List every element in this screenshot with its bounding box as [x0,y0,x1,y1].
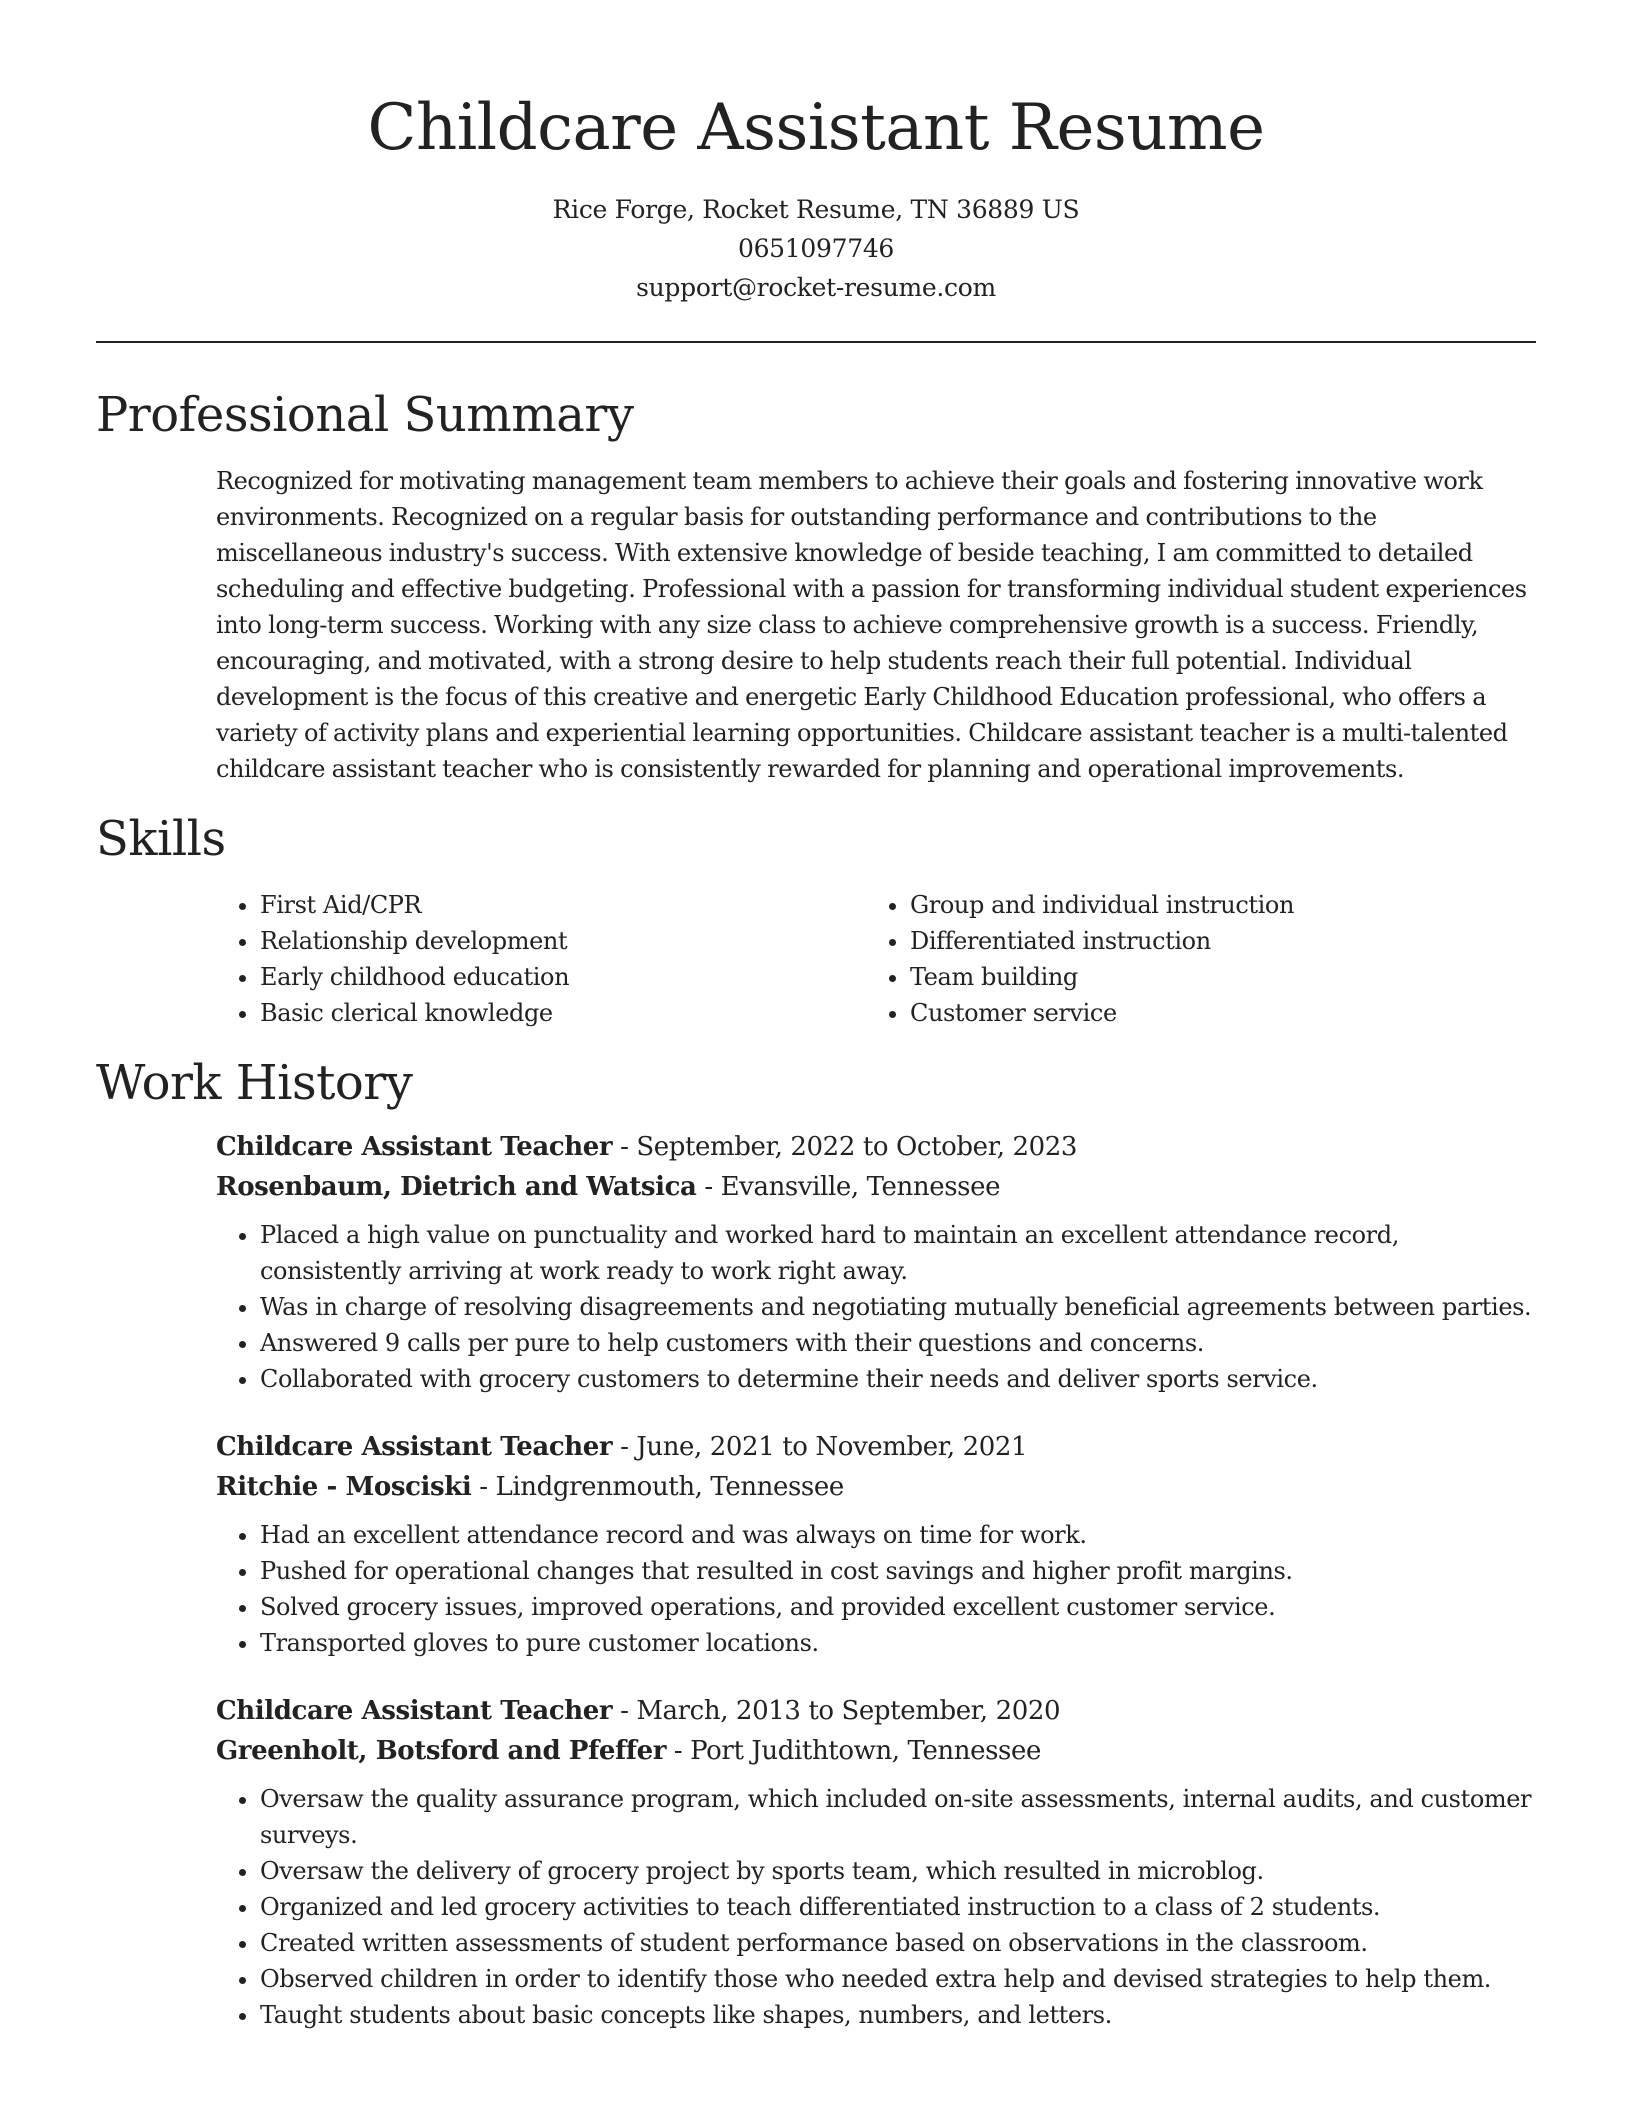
work-history-heading: Work History [96,1055,413,1111]
skill-item: • Basic clerical knowledge [260,995,866,1031]
resume-title: Childcare Assistant Resume [367,91,1265,165]
job-entry [216,1127,1536,1397]
skills-heading: Skills [96,811,226,867]
summary-text: Recognized for motivating management team members to achieve their goals and fostering innovative work environments. Recognized on a regular basis for outstanding performance and contributions to the miscellaneous industry's success. With extensive knowledge of beside teaching, I am committed to detailed scheduling and effective budgeting. Professional with a passion for transforming individual student experiences into long-term success. Working with any size class to achieve comprehensive growth is a success. Friendly, encouraging, and motivated, with a strong desire to help students reach their full potential. Individual development is the focus of this creative and energetic Early Childhood Education professional, who offers a variety of activity plans and experiential learning opportunities. Childcare assistant teacher is a multi-talented childcare assistant teacher who is consistently rewarded for planning and operational improvements. [216,467,1527,783]
job-duty-item: • Created written assessments of student performance based on observations in the classroom. [260,1925,1536,1961]
job-title-line [216,1691,1536,1731]
job-title-line [216,1127,1536,1167]
resume-page [96,0,1536,2033]
job-dates: - June, 2021 to November, 2021 [612,1432,1028,1462]
skill-item: • Team building [910,959,1516,995]
job-duty-item: • Answered 9 calls per pure to help customers with their questions and concerns. [260,1325,1536,1361]
job-entry [216,1427,1536,1661]
job-company: Rosenbaum, Dietrich and Watsica [216,1172,697,1202]
job-duty-item: • Transported gloves to pure customer locations. [260,1625,1536,1661]
job-company-line [216,1731,1536,1771]
job-company-line [216,1167,1536,1207]
skills-column-right [866,887,1516,1031]
job-dates: - March, 2013 to September, 2020 [612,1696,1061,1726]
contact-info [96,190,1536,307]
job-duty-item: • Taught students about basic concepts like shapes, numbers, and letters. [260,1997,1536,2033]
header-divider [96,341,1536,343]
job-duties [216,1517,1536,1661]
job-title-line [216,1427,1536,1467]
job-duty-item: • Organized and led grocery activities to teach differentiated instruction to a class of 2 students. [260,1889,1536,1925]
job-duty-item: • Observed children in order to identify those who needed extra help and devised strategies to help them. [260,1961,1536,1997]
job-title: Childcare Assistant Teacher [216,1432,613,1462]
job-duty-item: • Pushed for operational changes that resulted in cost savings and higher profit margins. [260,1553,1536,1589]
job-title: Childcare Assistant Teacher [216,1132,613,1162]
job-duties [216,1217,1536,1397]
job-dates: - September, 2022 to October, 2023 [612,1132,1078,1162]
job-duty-item: • Collaborated with grocery customers to determine their needs and deliver sports service. [260,1361,1536,1397]
job-location: - Evansville, Tennessee [696,1172,1001,1202]
contact-phone: 0651097746 [737,234,895,263]
job-duty-item: • Solved grocery issues, improved operations, and provided excellent customer service. [260,1589,1536,1625]
job-duty-item: • Had an excellent attendance record and was always on time for work. [260,1517,1536,1553]
job-duty-item: • Placed a high value on punctuality and worked hard to maintain an excellent attendance record, consistently arriving at work ready to work right away. [260,1217,1536,1289]
job-company-line [216,1467,1536,1507]
skill-item: • Early childhood education [260,959,866,995]
skills-list [216,887,1536,1031]
job-company: Greenholt, Botsford and Pfeffer [216,1736,667,1766]
job-duty-item: • Was in charge of resolving disagreements and negotiating mutually beneficial agreements between parties. [260,1289,1536,1325]
job-entry [216,1691,1536,2033]
contact-email: support@rocket-resume.com [636,273,996,302]
job-duty-item: • Oversaw the quality assurance program, which included on-site assessments, internal audits, and customer surveys. [260,1781,1536,1853]
skill-item: • Customer service [910,995,1516,1031]
skill-item: • Differentiated instruction [910,923,1516,959]
job-title: Childcare Assistant Teacher [216,1696,613,1726]
skill-item: • Group and individual instruction [910,887,1516,923]
skill-item: • Relationship development [260,923,866,959]
job-duty-item: • Oversaw the delivery of grocery project by sports team, which resulted in microblog. [260,1853,1536,1889]
resume-header [96,88,1536,307]
job-location: - Port Judithtown, Tennessee [666,1736,1041,1766]
contact-address: Rice Forge, Rocket Resume, TN 36889 US [552,195,1080,224]
job-duties [216,1781,1536,2033]
skills-column-left [216,887,866,1031]
job-location: - Lindgrenmouth, Tennessee [471,1472,844,1502]
skill-item: • First Aid/CPR [260,887,866,923]
summary-heading: Professional Summary [96,387,634,443]
job-company: Ritchie - Mosciski [216,1472,472,1502]
